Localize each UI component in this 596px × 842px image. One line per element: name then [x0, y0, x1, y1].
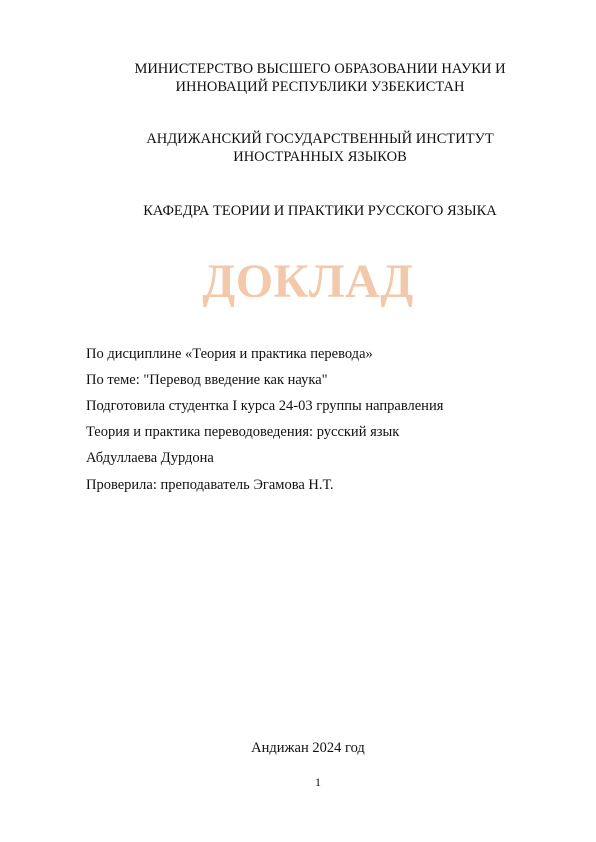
info-line-student-name: Абдуллаева Дурдона: [86, 450, 214, 466]
ministry-heading: [100, 60, 540, 96]
info-line-direction: Теория и практика переводоведения: русский язык: [86, 424, 400, 440]
department-line: КАФЕДРА ТЕОРИИ И ПРАКТИКИ РУССКОГО ЯЗЫКА: [143, 203, 497, 219]
city-year: Андижан 2024 год: [251, 740, 365, 756]
institute-line-1: АНДИЖАНСКИЙ ГОСУДАРСТВЕННЫЙ ИНСТИТУТ: [146, 131, 494, 147]
institute-heading: [100, 130, 540, 166]
institute-line-2: ИНОСТРАННЫХ ЯЗЫКОВ: [233, 149, 407, 165]
info-line-discipline: По дисциплине «Теория и практика перевода»: [86, 346, 373, 362]
report-title: ДОКЛАД: [202, 255, 414, 308]
department-heading: [100, 202, 540, 220]
info-line-topic: По теме: "Перевод введение как наука": [86, 372, 328, 388]
page-number: 1: [315, 775, 321, 789]
ministry-line-1: МИНИСТЕРСТВО ВЫСШЕГО ОБРАЗОВАНИИ НАУКИ И: [134, 61, 506, 77]
ministry-line-2: ИННОВАЦИЙ РЕСПУБЛИКИ УЗБЕКИСТАН: [175, 79, 465, 95]
info-line-prepared-by: Подготовила студентка I курса 24-03 группы направления: [86, 398, 444, 414]
info-line-checked-by: Проверила: преподаватель Эгамова Н.Т.: [86, 477, 334, 493]
